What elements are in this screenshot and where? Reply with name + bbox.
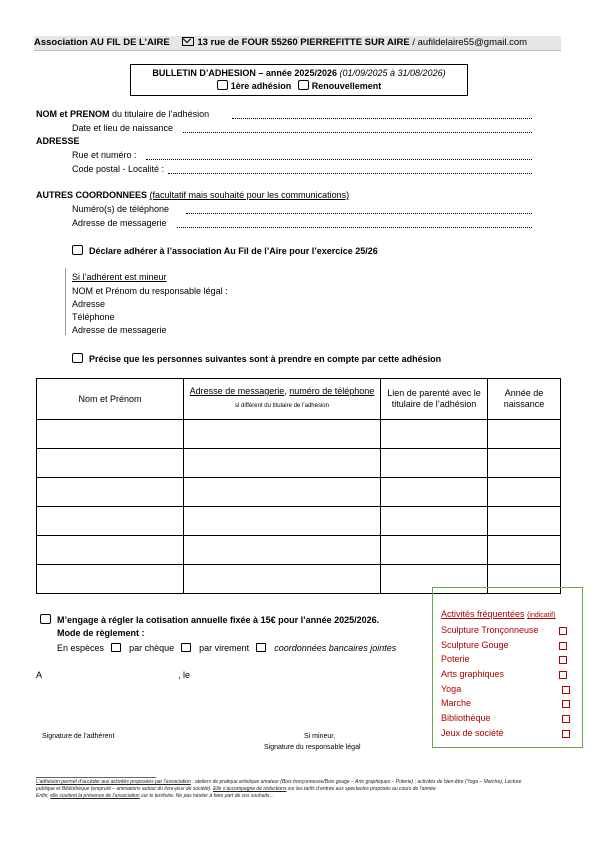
date-label: , le: [178, 670, 191, 680]
activities-title: Activités fréquentées (indicatif): [441, 609, 556, 619]
envelope-icon: [182, 37, 194, 46]
form-title-box: [130, 64, 468, 96]
table-cell[interactable]: [37, 420, 184, 449]
renewal-label: Renouvellement: [311, 81, 382, 91]
table-cell[interactable]: [184, 507, 381, 536]
city-label: Code postal - Localité :: [72, 164, 165, 174]
phone-field[interactable]: [186, 213, 532, 214]
activity-checkbox[interactable]: [559, 642, 567, 650]
persons-text: Précise que les personnes suivantes sont à prendre en compte par cette adhésion: [89, 354, 442, 364]
table-cell[interactable]: [37, 565, 184, 594]
activity-item: Sculpture Gouge: [441, 640, 509, 650]
activities-box: [432, 587, 583, 748]
if-minor-label: Si mineur,: [304, 733, 336, 740]
table-cell[interactable]: [488, 449, 561, 478]
activity-item: Marche: [441, 698, 472, 708]
holder-name-label: NOM et PRENOM du titulaire de l’adhésion: [36, 109, 210, 119]
cheque-checkbox[interactable]: [181, 643, 191, 652]
guardian-label: NOM et Prénom du responsable légal :: [72, 286, 228, 296]
activity-item: Yoga: [441, 684, 462, 694]
activity-checkbox[interactable]: [559, 671, 567, 679]
table-cell[interactable]: [488, 420, 561, 449]
payment-checkbox[interactable]: [40, 614, 51, 624]
first-membership-checkbox[interactable]: [217, 80, 228, 90]
table-cell[interactable]: [381, 478, 488, 507]
table-cell[interactable]: [381, 420, 488, 449]
minor-block-rule: [65, 268, 66, 335]
transfer-checkbox[interactable]: [256, 643, 266, 652]
activity-item: Sculpture Tronçonneuse: [441, 625, 539, 635]
table-row: [37, 536, 561, 565]
table-header-row: [37, 379, 561, 420]
activity-item: Arts graphiques: [441, 669, 505, 679]
persons-row: [72, 353, 441, 364]
header-bar: [34, 36, 561, 51]
footnote: L’adhésion permet d’accéder aux activités proposées par l’association : ateliers de pratique artistique amateur (Bois tronçonneuse/Bois gouge – Arts graphiques – Poterie) ; activités de bien-être (Yoga – Marche), Lecture publique et Bibliothèque (emprunt – animations autour du livre-jeux de société). Elle s’accompagne de réductions sur les tarifs d’entrée aux spectacles proposés au cours de l’année. Enfin, elle soutient la présence de l’association sur le territoire. Ne pas hésiter à faire part de vos souhaits…: [36, 779, 522, 799]
col-name-header: Nom et Prénom: [37, 379, 184, 420]
payment-commitment-text: M’engage à régler la cotisation annuelle fixée à 15€ pour l’année 2025/2026.: [57, 615, 380, 625]
minor-phone-label: Téléphone: [72, 312, 115, 322]
table-cell[interactable]: [488, 507, 561, 536]
phone-label: Numéro(s) de téléphone: [72, 204, 170, 214]
activity-checkbox[interactable]: [559, 627, 567, 635]
activity-checkbox[interactable]: [562, 730, 570, 738]
table-cell[interactable]: [381, 449, 488, 478]
table-row: [37, 507, 561, 536]
email-field[interactable]: [177, 227, 532, 228]
activity-item: Jeux de société: [441, 728, 504, 738]
table-cell[interactable]: [37, 536, 184, 565]
minor-email-label: Adresse de messagerie: [72, 325, 167, 335]
persons-checkbox[interactable]: [72, 353, 83, 363]
association-address: 13 rue de FOUR 55260 PIERREFITTE SUR AIRE: [197, 37, 410, 48]
street-label: Rue et numéro :: [72, 150, 137, 160]
address-heading: ADRESSE: [36, 136, 80, 146]
table-cell[interactable]: [184, 420, 381, 449]
table-cell[interactable]: [381, 536, 488, 565]
form-title: BULLETIN D’ADHESION – année 2025/2026: [152, 68, 337, 78]
street-field[interactable]: [146, 159, 532, 160]
declaration-checkbox[interactable]: [72, 245, 83, 255]
members-table: [36, 378, 561, 594]
table-cell[interactable]: [37, 478, 184, 507]
activity-checkbox[interactable]: [562, 686, 570, 694]
declaration-text: Déclare adhérer à l’association Au Fil de l’Aire pour l’exercice 25/26: [89, 246, 378, 256]
table-cell[interactable]: [184, 565, 381, 594]
payment-mode-label: Mode de règlement :: [57, 628, 145, 638]
footnote-separator: [36, 777, 156, 778]
table-cell[interactable]: [37, 507, 184, 536]
renewal-checkbox[interactable]: [298, 80, 309, 90]
other-heading: AUTRES COORDONNEES (facultatif mais souhaité pour les communications): [36, 190, 350, 200]
holder-name-field[interactable]: [232, 118, 532, 119]
col-birthyear-header: Année de naissance: [488, 379, 561, 420]
table-row: [37, 478, 561, 507]
col-relation-header: Lien de parenté avec le titulaire de l’adhésion: [381, 379, 488, 420]
table-cell[interactable]: [184, 449, 381, 478]
city-field[interactable]: [168, 173, 532, 174]
payment-commitment-row: [40, 614, 379, 625]
header-separator: /: [409, 37, 418, 48]
table-cell[interactable]: [184, 478, 381, 507]
activity-checkbox[interactable]: [559, 656, 567, 664]
form-period: (01/09/2025 à 31/08/2026): [339, 68, 446, 78]
activity-item: Poterie: [441, 654, 470, 664]
payment-options: [57, 643, 396, 653]
table-cell[interactable]: [381, 507, 488, 536]
activity-item: Bibliothèque: [441, 713, 491, 723]
cash-checkbox[interactable]: [111, 643, 121, 652]
guardian-signature-label: Signature du responsable légal: [264, 744, 361, 751]
first-membership-label: 1ère adhésion: [230, 81, 292, 91]
table-row: [37, 420, 561, 449]
table-cell[interactable]: [488, 478, 561, 507]
cash-label: En espèces: [57, 643, 105, 653]
cheque-label: par chèque: [129, 643, 175, 653]
place-label: A: [36, 670, 43, 680]
birth-field[interactable]: [183, 132, 532, 133]
table-cell[interactable]: [37, 449, 184, 478]
table-row: [37, 449, 561, 478]
activity-checkbox[interactable]: [562, 715, 570, 723]
minor-address-label: Adresse: [72, 299, 106, 309]
bank-details-label: coordonnées bancaires jointes: [274, 643, 397, 653]
association-name: Association AU FIL DE L’AIRE: [34, 37, 170, 48]
col-contact-header: Adresse de messagerie, numéro de téléphone si différent du titulaire de l’adhésion: [184, 379, 381, 420]
association-email: aufildelaire55@gmail.com: [417, 37, 528, 48]
birth-label: Date et lieu de naissance: [72, 123, 174, 133]
member-signature-label: Signature de l’adhérent: [42, 733, 115, 740]
transfer-label: par virement: [199, 643, 250, 653]
email-label: Adresse de messagerie: [72, 218, 167, 228]
table-cell[interactable]: [184, 536, 381, 565]
minor-heading: Si l’adhérent est mineur: [72, 272, 167, 282]
table-cell[interactable]: [488, 536, 561, 565]
activity-checkbox[interactable]: [562, 700, 570, 708]
declaration-row: [72, 245, 378, 256]
